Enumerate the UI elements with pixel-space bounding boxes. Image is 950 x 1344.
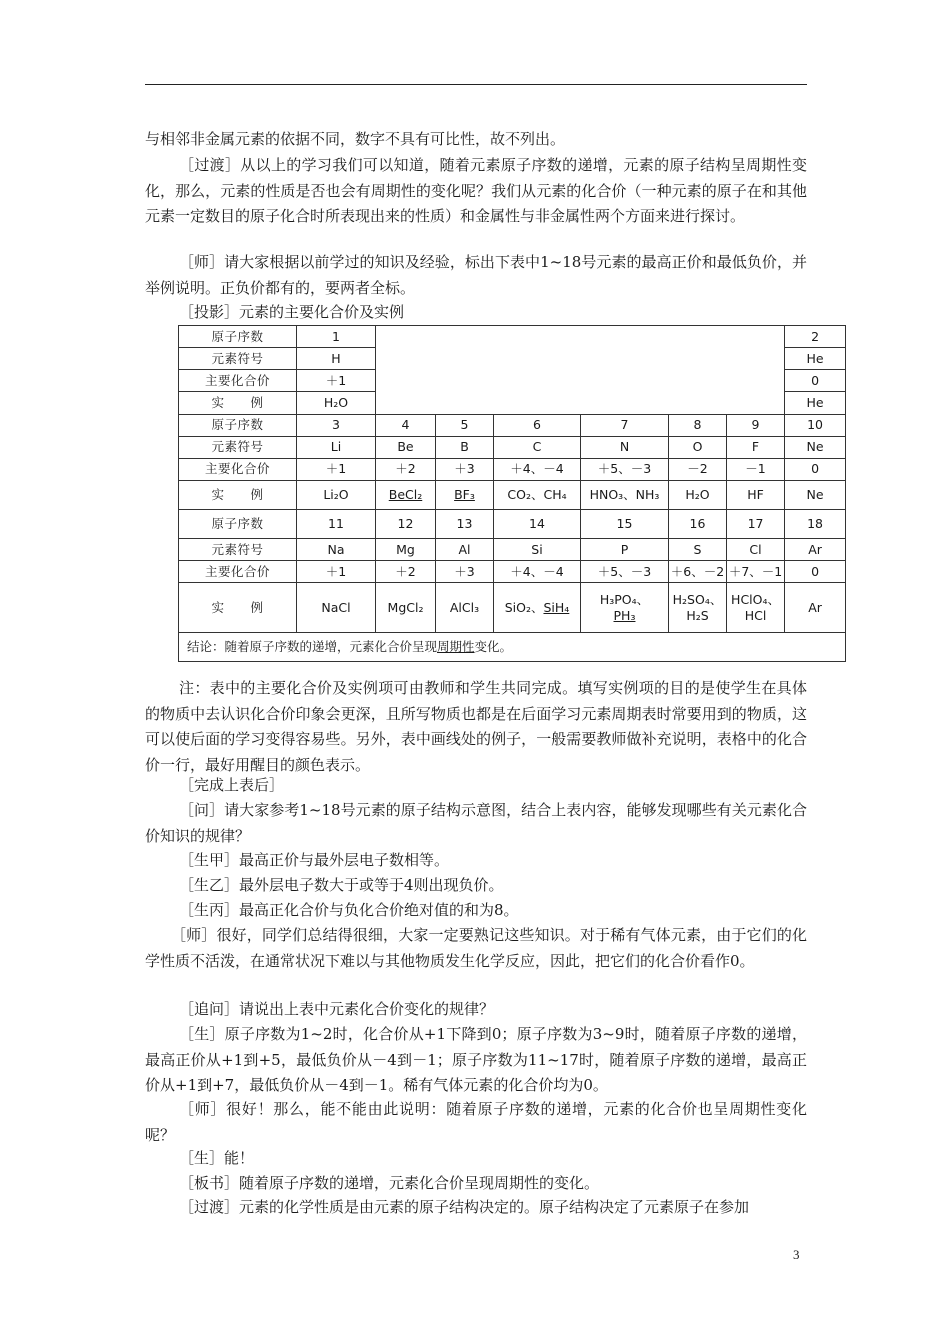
cell-ex-two-line	[727, 583, 785, 632]
paragraph-note: 注：表中的主要化合价及实例项可由教师和学生共同完成。填写实例项的目的是使学生在具体的物质中去认识化合价印象会更深，且所写物质也都是在后面学习元素周期表时常要用到的物质，这可以使后面的学习变得容易些。另外，表中画线处的例子，一般需要教师做补充说明，表格中的化合价一行，最好用醒目的颜色表示。	[145, 679, 807, 774]
cell-num-1: 1	[297, 326, 376, 348]
cell-sym: C	[494, 436, 581, 458]
header-valence: 主要化合价	[179, 370, 297, 392]
cell-sym: B	[436, 436, 494, 458]
cell-val-1: ＋1	[297, 370, 376, 392]
cell-num: 13	[436, 510, 494, 539]
cell-ex: HNO₃、NH₃	[581, 480, 669, 509]
cell-num-2: 2	[785, 326, 846, 348]
cell-ex: H₂O	[669, 480, 727, 509]
cell-sym: S	[669, 539, 727, 561]
cell-sym: Al	[436, 539, 494, 561]
cell-sym: F	[727, 436, 785, 458]
example-line-1: H₃PO₄、	[599, 591, 650, 607]
cell-ex: HF	[727, 480, 785, 509]
cell-val-2: 0	[785, 370, 846, 392]
cell-ex: Ne	[785, 480, 846, 509]
paragraph-projection: ［投影］元素的主要化合价及实例	[179, 303, 405, 321]
cell-sym: O	[669, 436, 727, 458]
cell-val: ＋6、－2	[669, 561, 727, 583]
cell-num: 5	[436, 414, 494, 436]
cell-val: ＋3	[436, 561, 494, 583]
cell-num: 10	[785, 414, 846, 436]
paragraph-board: ［板书］随着原子序数的递增，元素化合价呈现周期性的变化。	[179, 1174, 600, 1192]
cell-num: 17	[727, 510, 785, 539]
cell-sym: Mg	[376, 539, 436, 561]
cell-num: 4	[376, 414, 436, 436]
cell-ex: Ar	[785, 583, 846, 632]
example-line-2: H₂S	[686, 607, 709, 623]
cell-val: ＋5、－3	[581, 561, 669, 583]
cell-num: 8	[669, 414, 727, 436]
cell-ex-underlined: BF₃	[436, 480, 494, 509]
conclusion-suffix: 变化。	[474, 638, 513, 654]
cell-sym: N	[581, 436, 669, 458]
cell-sym: Ar	[785, 539, 846, 561]
paragraph-after-table: ［完成上表后］	[179, 776, 285, 794]
cell-num: 12	[376, 510, 436, 539]
paragraph-teacher-reply: ［师］很好，同学们总结得很细，大家一定要熟记这些知识。对于稀有气体元素，由于它们的化学性质不活泼，在通常状况下难以与其他物质发生化学反应，因此，把它们的化合价看作0。	[145, 926, 807, 970]
cell-val: －1	[727, 458, 785, 480]
paragraph-student-a: ［生甲］最高正价与最外层电子数相等。	[179, 851, 450, 869]
cell-num: 15	[581, 510, 669, 539]
cell-val: 0	[785, 561, 846, 583]
cell-sym: Si	[494, 539, 581, 561]
paragraph-student-answer: ［生］原子序数为1~2时，化合价从+1下降到0；原子序数为3~9时，随着原子序数的递增，最高正价从+1到+5，最低负价从－4到－1；原子序数为11~17时，随着原子序数的递增，最高正价从+1到+7，最低负价从－4到－1。稀有气体元素的化合价均为0。	[145, 1025, 807, 1094]
paragraph-transition-2: ［过渡］元素的化学性质是由元素的原子结构决定的。原子结构决定了元素原子在参加	[179, 1198, 750, 1216]
blank-area	[376, 326, 785, 415]
cell-val: ＋5、－3	[581, 458, 669, 480]
cell-ex: Li₂O	[297, 480, 376, 509]
cell-val: ＋1	[297, 561, 376, 583]
valence-table	[178, 325, 846, 662]
cell-ex: SiO₂、SiH₄	[494, 583, 581, 632]
cell-num: 3	[297, 414, 376, 436]
cell-sym: Li	[297, 436, 376, 458]
cell-sym: Cl	[727, 539, 785, 561]
paragraph-continuation: 与相邻非金属元素的依据不同，数字不具有可比性，故不列出。	[145, 130, 566, 148]
header-atomic-number: 原子序数	[179, 414, 297, 436]
cell-sym: P	[581, 539, 669, 561]
header-rule	[145, 84, 807, 85]
paragraph-transition: ［过渡］从以上的学习我们可以知道，随着元素原子序数的递增，元素的原子结构呈周期性变化，那么，元素的性质是否也会有周期性的变化呢？我们从元素的化合价（一种元素的原子在和其他元素一定数目的原子化合时所表现出来的性质）和金属性与非金属性两个方面来进行探讨。	[145, 156, 807, 225]
example-line-2: HCl	[744, 607, 767, 623]
header-example: 实 例	[179, 583, 297, 632]
cell-sym: Ne	[785, 436, 846, 458]
header-valence: 主要化合价	[179, 561, 297, 583]
paragraph-question: ［问］请大家参考1~18号元素的原子结构示意图，结合上表内容，能够发现哪些有关元素化合价知识的规律？	[145, 801, 807, 845]
cell-sym-2: He	[785, 348, 846, 370]
paragraph-teacher: ［师］请大家根据以前学过的知识及经验，标出下表中1~18号元素的最高正价和最低负价，并举例说明。正负价都有的，要两者全标。	[145, 253, 807, 297]
cell-num: 6	[494, 414, 581, 436]
cell-sym-1: H	[297, 348, 376, 370]
header-atomic-number: 原子序数	[179, 510, 297, 539]
cell-ex-2: He	[785, 392, 846, 414]
paragraph-student-c: ［生丙］最高正化合价与负化合价绝对值的和为8。	[179, 901, 519, 919]
conclusion-underlined: 周期性	[437, 638, 475, 654]
cell-sym: Na	[297, 539, 376, 561]
header-atomic-number: 原子序数	[179, 326, 297, 348]
header-symbol: 元素符号	[179, 539, 297, 561]
cell-ex: AlCl₃	[436, 583, 494, 632]
cell-num: 11	[297, 510, 376, 539]
cell-ex-two-line	[581, 583, 669, 632]
header-valence: 主要化合价	[179, 458, 297, 480]
cell-num: 9	[727, 414, 785, 436]
cell-val: ＋7、－1	[727, 561, 785, 583]
paragraph-follow-up: ［追问］请说出上表中元素化合价变化的规律？	[179, 1000, 495, 1018]
cell-val: 0	[785, 458, 846, 480]
header-example: 实 例	[179, 392, 297, 414]
cell-num: 7	[581, 414, 669, 436]
table-conclusion	[179, 632, 846, 661]
cell-num: 16	[669, 510, 727, 539]
header-symbol: 元素符号	[179, 436, 297, 458]
conclusion-text: 结论：随着原子序数的递增，元素化合价呈现	[187, 638, 438, 654]
cell-ex: CO₂、CH₄	[494, 480, 581, 509]
cell-ex-underlined: BeCl₂	[376, 480, 436, 509]
underlined-example: SiH₄	[543, 599, 570, 615]
paragraph-teacher-confirm: ［师］很好！那么，能不能由此说明：随着原子序数的递增，元素的化合价也呈周期性变化呢？	[145, 1100, 807, 1144]
cell-val: ＋4、－4	[494, 458, 581, 480]
cell-val: ＋2	[376, 561, 436, 583]
cell-ex-two-line	[669, 583, 727, 632]
cell-val: ＋1	[297, 458, 376, 480]
example-line-1: HClO₄、	[731, 591, 780, 607]
example-line-2: PH₃	[613, 607, 636, 623]
cell-sym: Be	[376, 436, 436, 458]
example-line-1: H₂SO₄、	[672, 591, 723, 607]
cell-num: 18	[785, 510, 846, 539]
cell-ex: MgCl₂	[376, 583, 436, 632]
cell-val: ＋4、－4	[494, 561, 581, 583]
header-symbol: 元素符号	[179, 348, 297, 370]
header-example: 实 例	[179, 480, 297, 509]
cell-ex-1: H₂O	[297, 392, 376, 414]
paragraph-student-yes: ［生］能！	[179, 1149, 255, 1167]
cell-val: ＋2	[376, 458, 436, 480]
cell-val: －2	[669, 458, 727, 480]
cell-val: ＋3	[436, 458, 494, 480]
paragraph-student-b: ［生乙］最外层电子数大于或等于4则出现负价。	[179, 876, 504, 894]
cell-ex: NaCl	[297, 583, 376, 632]
page-number: 3	[793, 1247, 800, 1262]
cell-num: 14	[494, 510, 581, 539]
